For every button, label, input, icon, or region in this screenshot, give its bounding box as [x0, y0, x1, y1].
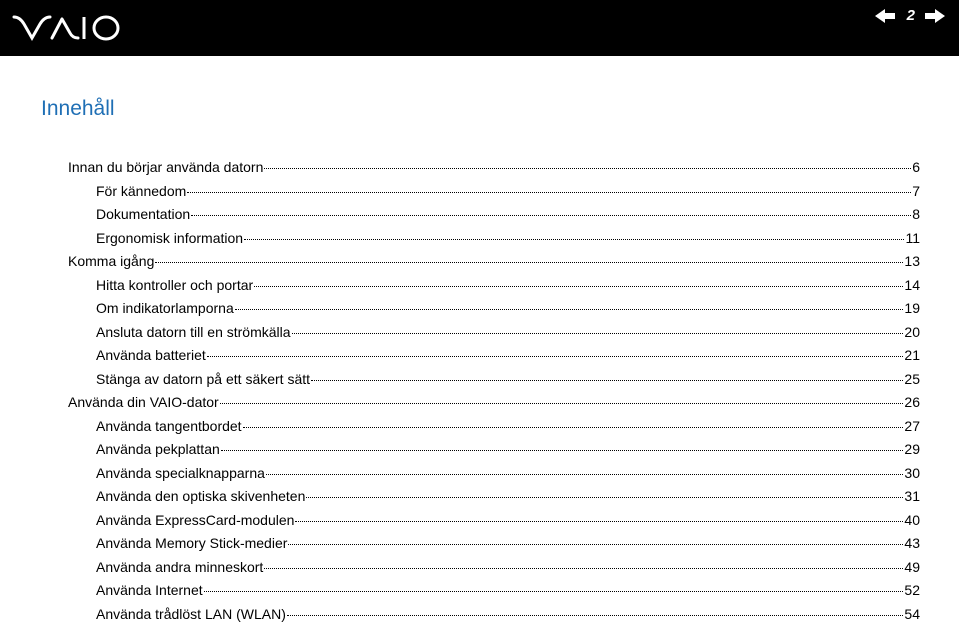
toc-dot-leader [221, 450, 904, 451]
toc-entry-page[interactable]: 19 [904, 297, 920, 321]
toc-entry-page[interactable]: 11 [905, 227, 920, 251]
next-page-arrow-icon[interactable] [925, 9, 945, 23]
toc-entry-page[interactable]: 14 [904, 274, 920, 298]
toc-dot-leader [204, 591, 904, 592]
toc-entry[interactable] [68, 509, 920, 533]
toc-entry[interactable] [68, 297, 920, 321]
toc-entry-label[interactable]: Hitta kontroller och portar [96, 274, 253, 298]
toc-entry-page[interactable]: 7 [912, 180, 920, 204]
toc-entry-label[interactable]: För kännedom [96, 180, 186, 204]
toc-entry-label[interactable]: Använda den optiska skivenheten [96, 485, 305, 509]
toc-entry-label[interactable]: Dokumentation [96, 203, 190, 227]
toc-dot-leader [306, 497, 903, 498]
toc-entry-page[interactable]: 26 [904, 391, 920, 415]
toc-dot-leader [235, 309, 904, 310]
toc-dot-leader [244, 239, 904, 240]
toc-entry-label[interactable]: Använda specialknapparna [96, 462, 265, 486]
toc-entry-label[interactable]: Stänga av datorn på ett säkert sätt [96, 368, 310, 392]
toc-entry-page[interactable]: 49 [904, 556, 920, 580]
page-navigation [875, 7, 945, 25]
toc-entry-page[interactable]: 54 [904, 603, 920, 626]
toc-entry-label[interactable]: Använda ExpressCard-modulen [96, 509, 294, 533]
toc-entry-label[interactable]: Komma igång [68, 250, 154, 274]
toc-dot-leader [295, 521, 903, 522]
table-of-contents [68, 156, 920, 626]
toc-entry-page[interactable]: 25 [904, 368, 920, 392]
toc-entry-page[interactable]: 8 [912, 203, 920, 227]
toc-entry[interactable] [68, 250, 920, 274]
toc-entry[interactable] [68, 368, 920, 392]
toc-dot-leader [264, 168, 911, 169]
toc-entry[interactable] [68, 391, 920, 415]
toc-entry[interactable] [68, 603, 920, 626]
toc-entry[interactable] [68, 485, 920, 509]
vaio-logo [12, 11, 122, 45]
toc-entry[interactable] [68, 227, 920, 251]
toc-entry-page[interactable]: 21 [904, 344, 920, 368]
toc-entry[interactable] [68, 415, 920, 439]
toc-dot-leader [292, 333, 904, 334]
toc-entry-page[interactable]: 6 [912, 156, 920, 180]
toc-entry-label[interactable]: Använda Memory Stick-medier [96, 532, 287, 556]
toc-entry-label[interactable]: Använda trådlöst LAN (WLAN) [96, 603, 286, 626]
toc-entry[interactable] [68, 532, 920, 556]
toc-entry[interactable] [68, 321, 920, 345]
toc-entry[interactable] [68, 344, 920, 368]
toc-dot-leader [191, 215, 911, 216]
page-number: 2 [907, 7, 915, 25]
toc-entry[interactable] [68, 462, 920, 486]
toc-entry-label[interactable]: Använda pekplattan [96, 438, 220, 462]
toc-dot-leader [187, 192, 911, 193]
toc-dot-leader [220, 403, 904, 404]
toc-entry-label[interactable]: Använda din VAIO-dator [68, 391, 219, 415]
previous-page-arrow-icon[interactable] [875, 9, 895, 23]
toc-entry[interactable] [68, 556, 920, 580]
toc-entry[interactable] [68, 156, 920, 180]
toc-entry-label[interactable]: Använda tangentbordet [96, 415, 242, 439]
toc-entry[interactable] [68, 203, 920, 227]
toc-dot-leader [207, 356, 904, 357]
toc-entry-page[interactable]: 30 [904, 462, 920, 486]
toc-entry[interactable] [68, 579, 920, 603]
toc-entry[interactable] [68, 274, 920, 298]
toc-entry-label[interactable]: Använda Internet [96, 579, 203, 603]
toc-dot-leader [155, 262, 903, 263]
toc-entry-page[interactable]: 20 [904, 321, 920, 345]
toc-dot-leader [311, 380, 903, 381]
page-title: Innehåll [41, 97, 115, 121]
toc-entry-label[interactable]: Ansluta datorn till en strömkälla [96, 321, 291, 345]
toc-dot-leader [264, 568, 903, 569]
toc-dot-leader [288, 544, 903, 545]
toc-entry-label[interactable]: Använda batteriet [96, 344, 206, 368]
toc-entry-page[interactable]: 31 [904, 485, 920, 509]
toc-dot-leader [266, 474, 904, 475]
toc-entry-page[interactable]: 43 [904, 532, 920, 556]
toc-dot-leader [287, 615, 904, 616]
toc-entry-label[interactable]: Använda andra minneskort [96, 556, 263, 580]
toc-entry-label[interactable]: Ergonomisk information [96, 227, 243, 251]
toc-entry-page[interactable]: 27 [904, 415, 920, 439]
toc-entry[interactable] [68, 180, 920, 204]
toc-entry-label[interactable]: Innan du börjar använda datorn [68, 156, 263, 180]
header-bar [0, 0, 959, 56]
toc-dot-leader [254, 286, 903, 287]
toc-entry-page[interactable]: 29 [904, 438, 920, 462]
toc-entry[interactable] [68, 438, 920, 462]
toc-entry-label[interactable]: Om indikatorlamporna [96, 297, 234, 321]
toc-entry-page[interactable]: 40 [904, 509, 920, 533]
toc-entry-page[interactable]: 13 [904, 250, 920, 274]
toc-dot-leader [243, 427, 904, 428]
toc-entry-page[interactable]: 52 [904, 579, 920, 603]
